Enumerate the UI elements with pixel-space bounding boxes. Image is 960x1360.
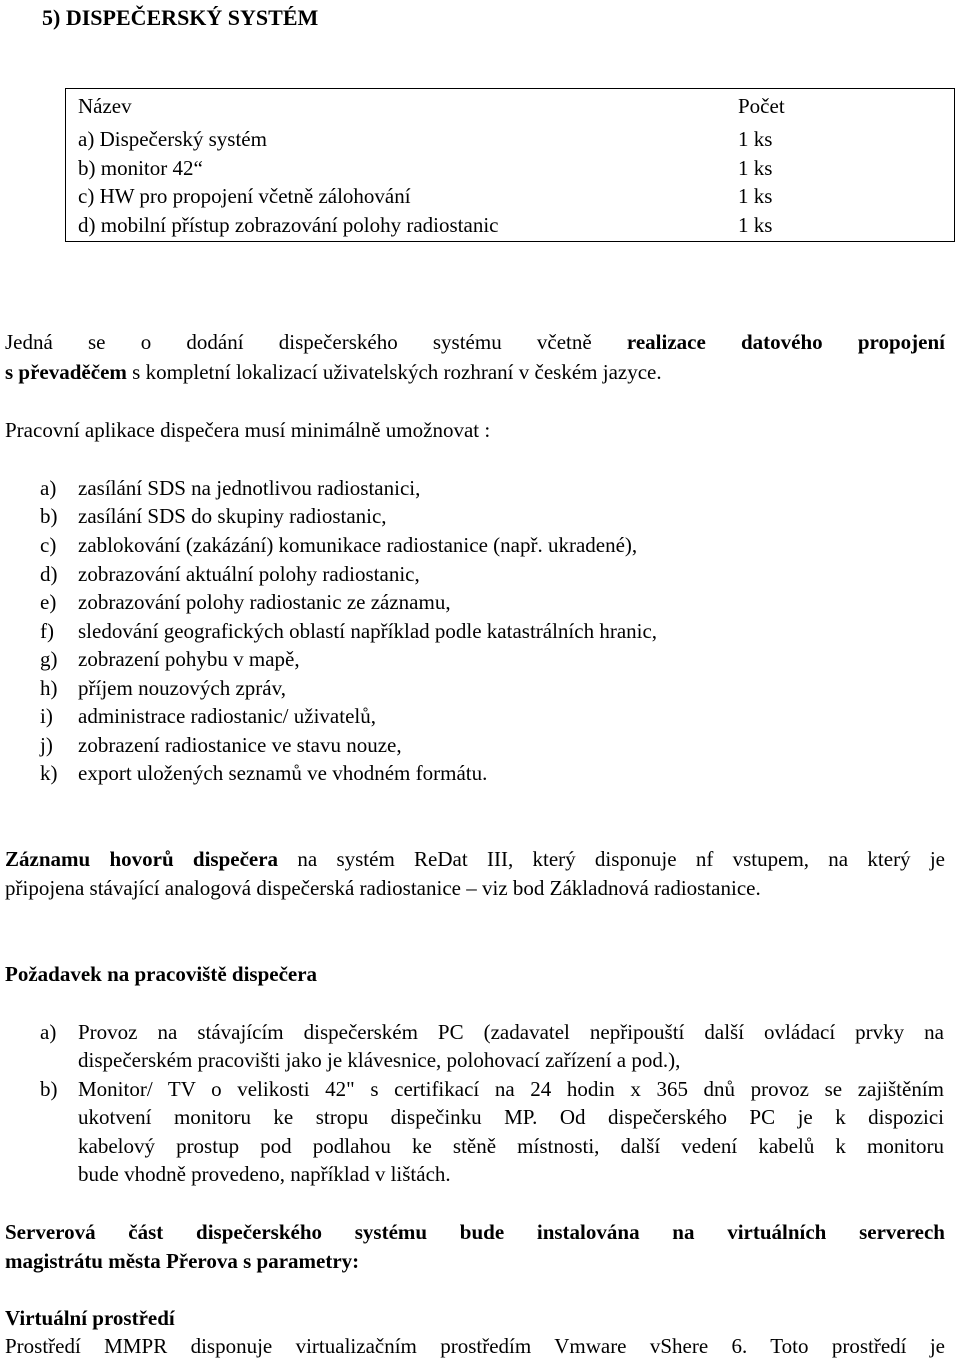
workplace-item-label: b) bbox=[40, 1077, 58, 1101]
recording-paragraph-line: připojena stávající analogová dispečerská radiostanice – viz bod Základnová radiostanice. bbox=[5, 876, 761, 900]
workplace-item-line: bude vhodně provedeno, například v lištách. bbox=[78, 1162, 451, 1186]
recording-bold-text: Záznamu hovorů dispečera bbox=[5, 847, 279, 871]
table-row-count: 1 ks bbox=[738, 156, 773, 180]
table-header-name: Název bbox=[78, 94, 132, 118]
list-item-label: j) bbox=[40, 733, 53, 757]
virtual-env-line: Prostředí MMPR disponuje virtualizačním prostředím Vmware vShere 6. Toto prostředí je bbox=[5, 1334, 945, 1358]
intro-bold-text: s převaděčem bbox=[5, 360, 127, 384]
list-item-text: zasílání SDS na jednotlivou radiostanici, bbox=[78, 476, 421, 500]
list-item-text: zobrazování polohy radiostanic ze záznamu, bbox=[78, 590, 451, 614]
intro-paragraph-line bbox=[5, 358, 662, 386]
workplace-item-line: Provoz na stávajícím dispečerském PC (zadavatel nepřipouští další ovládací prvky na bbox=[78, 1020, 944, 1044]
workplace-item-line: Monitor/ TV o velikosti 42" s certifikací na 24 hodin x 365 dnů provoz se zajištěním bbox=[78, 1077, 944, 1101]
list-item-text: zasílání SDS do skupiny radiostanic, bbox=[78, 504, 387, 528]
app-requirements-title: Pracovní aplikace dispečera musí minimálně umožnovat : bbox=[5, 418, 491, 442]
list-item-label: c) bbox=[40, 533, 57, 557]
intro-text: Jedná se o dodání dispečerského systému včetně bbox=[5, 330, 627, 354]
list-item bbox=[40, 531, 637, 559]
virtual-env-title: Virtuální prostředí bbox=[5, 1306, 175, 1330]
workplace-title: Požadavek na pracoviště dispečera bbox=[5, 962, 318, 986]
list-item-label: i) bbox=[40, 704, 53, 728]
list-item bbox=[40, 759, 487, 787]
section-heading: 5) DISPEČERSKÝ SYSTÉM bbox=[42, 5, 319, 30]
table-row-name: a) Dispečerský systém bbox=[78, 127, 267, 151]
table-header-count: Počet bbox=[738, 94, 785, 118]
table-row-count: 1 ks bbox=[738, 184, 773, 208]
list-item bbox=[40, 560, 420, 588]
workplace-item-line: dispečerském pracovišti jako je klávesnice, polohovací zařízení a pod.), bbox=[78, 1048, 681, 1072]
workplace-item-line: ukotvení monitoru ke stropu dispečinku MP. Od dispečerského PC je k dispozici bbox=[78, 1105, 944, 1129]
list-item-text: zobrazení pohybu v mapě, bbox=[78, 647, 300, 671]
server-paragraph-line: Serverová část dispečerského systému bude instalována na virtuálních serverech bbox=[5, 1220, 945, 1244]
list-item bbox=[40, 702, 376, 730]
list-item bbox=[40, 731, 402, 759]
list-item bbox=[40, 474, 420, 502]
table-row-name: c) HW pro propojení včetně zálohování bbox=[78, 184, 411, 208]
list-item-text: zobrazování aktuální polohy radiostanic, bbox=[78, 562, 420, 586]
server-paragraph-line: magistrátu města Přerova s parametry: bbox=[5, 1249, 360, 1273]
list-item-label: k) bbox=[40, 761, 58, 785]
quantity-table bbox=[65, 88, 955, 242]
table-row-name: b) monitor 42“ bbox=[78, 156, 203, 180]
list-item-label: g) bbox=[40, 647, 58, 671]
list-item-text: zobrazení radiostanice ve stavu nouze, bbox=[78, 733, 402, 757]
list-item bbox=[40, 588, 451, 616]
intro-bold-text: realizace datového propojení bbox=[626, 330, 945, 354]
table-row-name: d) mobilní přístup zobrazování polohy radiostanic bbox=[78, 213, 499, 237]
list-item bbox=[40, 674, 286, 702]
list-item-label: e) bbox=[40, 590, 57, 614]
list-item-label: b) bbox=[40, 504, 58, 528]
table-row-count: 1 ks bbox=[738, 213, 773, 237]
list-item bbox=[40, 617, 657, 645]
list-item-text: export uložených seznamů ve vhodném formátu. bbox=[78, 761, 488, 785]
intro-text: s kompletní lokalizací uživatelských rozhraní v českém jazyce. bbox=[126, 360, 662, 384]
list-item-label: h) bbox=[40, 676, 58, 700]
list-item-text: zablokování (zakázání) komunikace radiostanice (např. ukradené), bbox=[78, 533, 638, 557]
workplace-item-label: a) bbox=[40, 1020, 57, 1044]
recording-paragraph-line bbox=[5, 845, 945, 873]
list-item-text: příjem nouzových zpráv, bbox=[78, 676, 286, 700]
list-item-text: administrace radiostanic/ uživatelů, bbox=[78, 704, 376, 728]
recording-text: na systém ReDat III, který disponuje nf vstupem, na který je bbox=[278, 847, 945, 871]
table-row-count: 1 ks bbox=[738, 127, 773, 151]
list-item-text: sledování geografických oblastí například podle katastrálních hranic, bbox=[78, 619, 658, 643]
list-item-label: f) bbox=[40, 619, 54, 643]
list-item-label: a) bbox=[40, 476, 57, 500]
list-item-label: d) bbox=[40, 562, 58, 586]
intro-paragraph-line bbox=[5, 328, 945, 356]
workplace-item-line: kabelový prostup pod podlahou ke stěně místnosti, další vedení kabelů k monitoru bbox=[78, 1134, 944, 1158]
list-item bbox=[40, 502, 387, 530]
list-item bbox=[40, 645, 300, 673]
